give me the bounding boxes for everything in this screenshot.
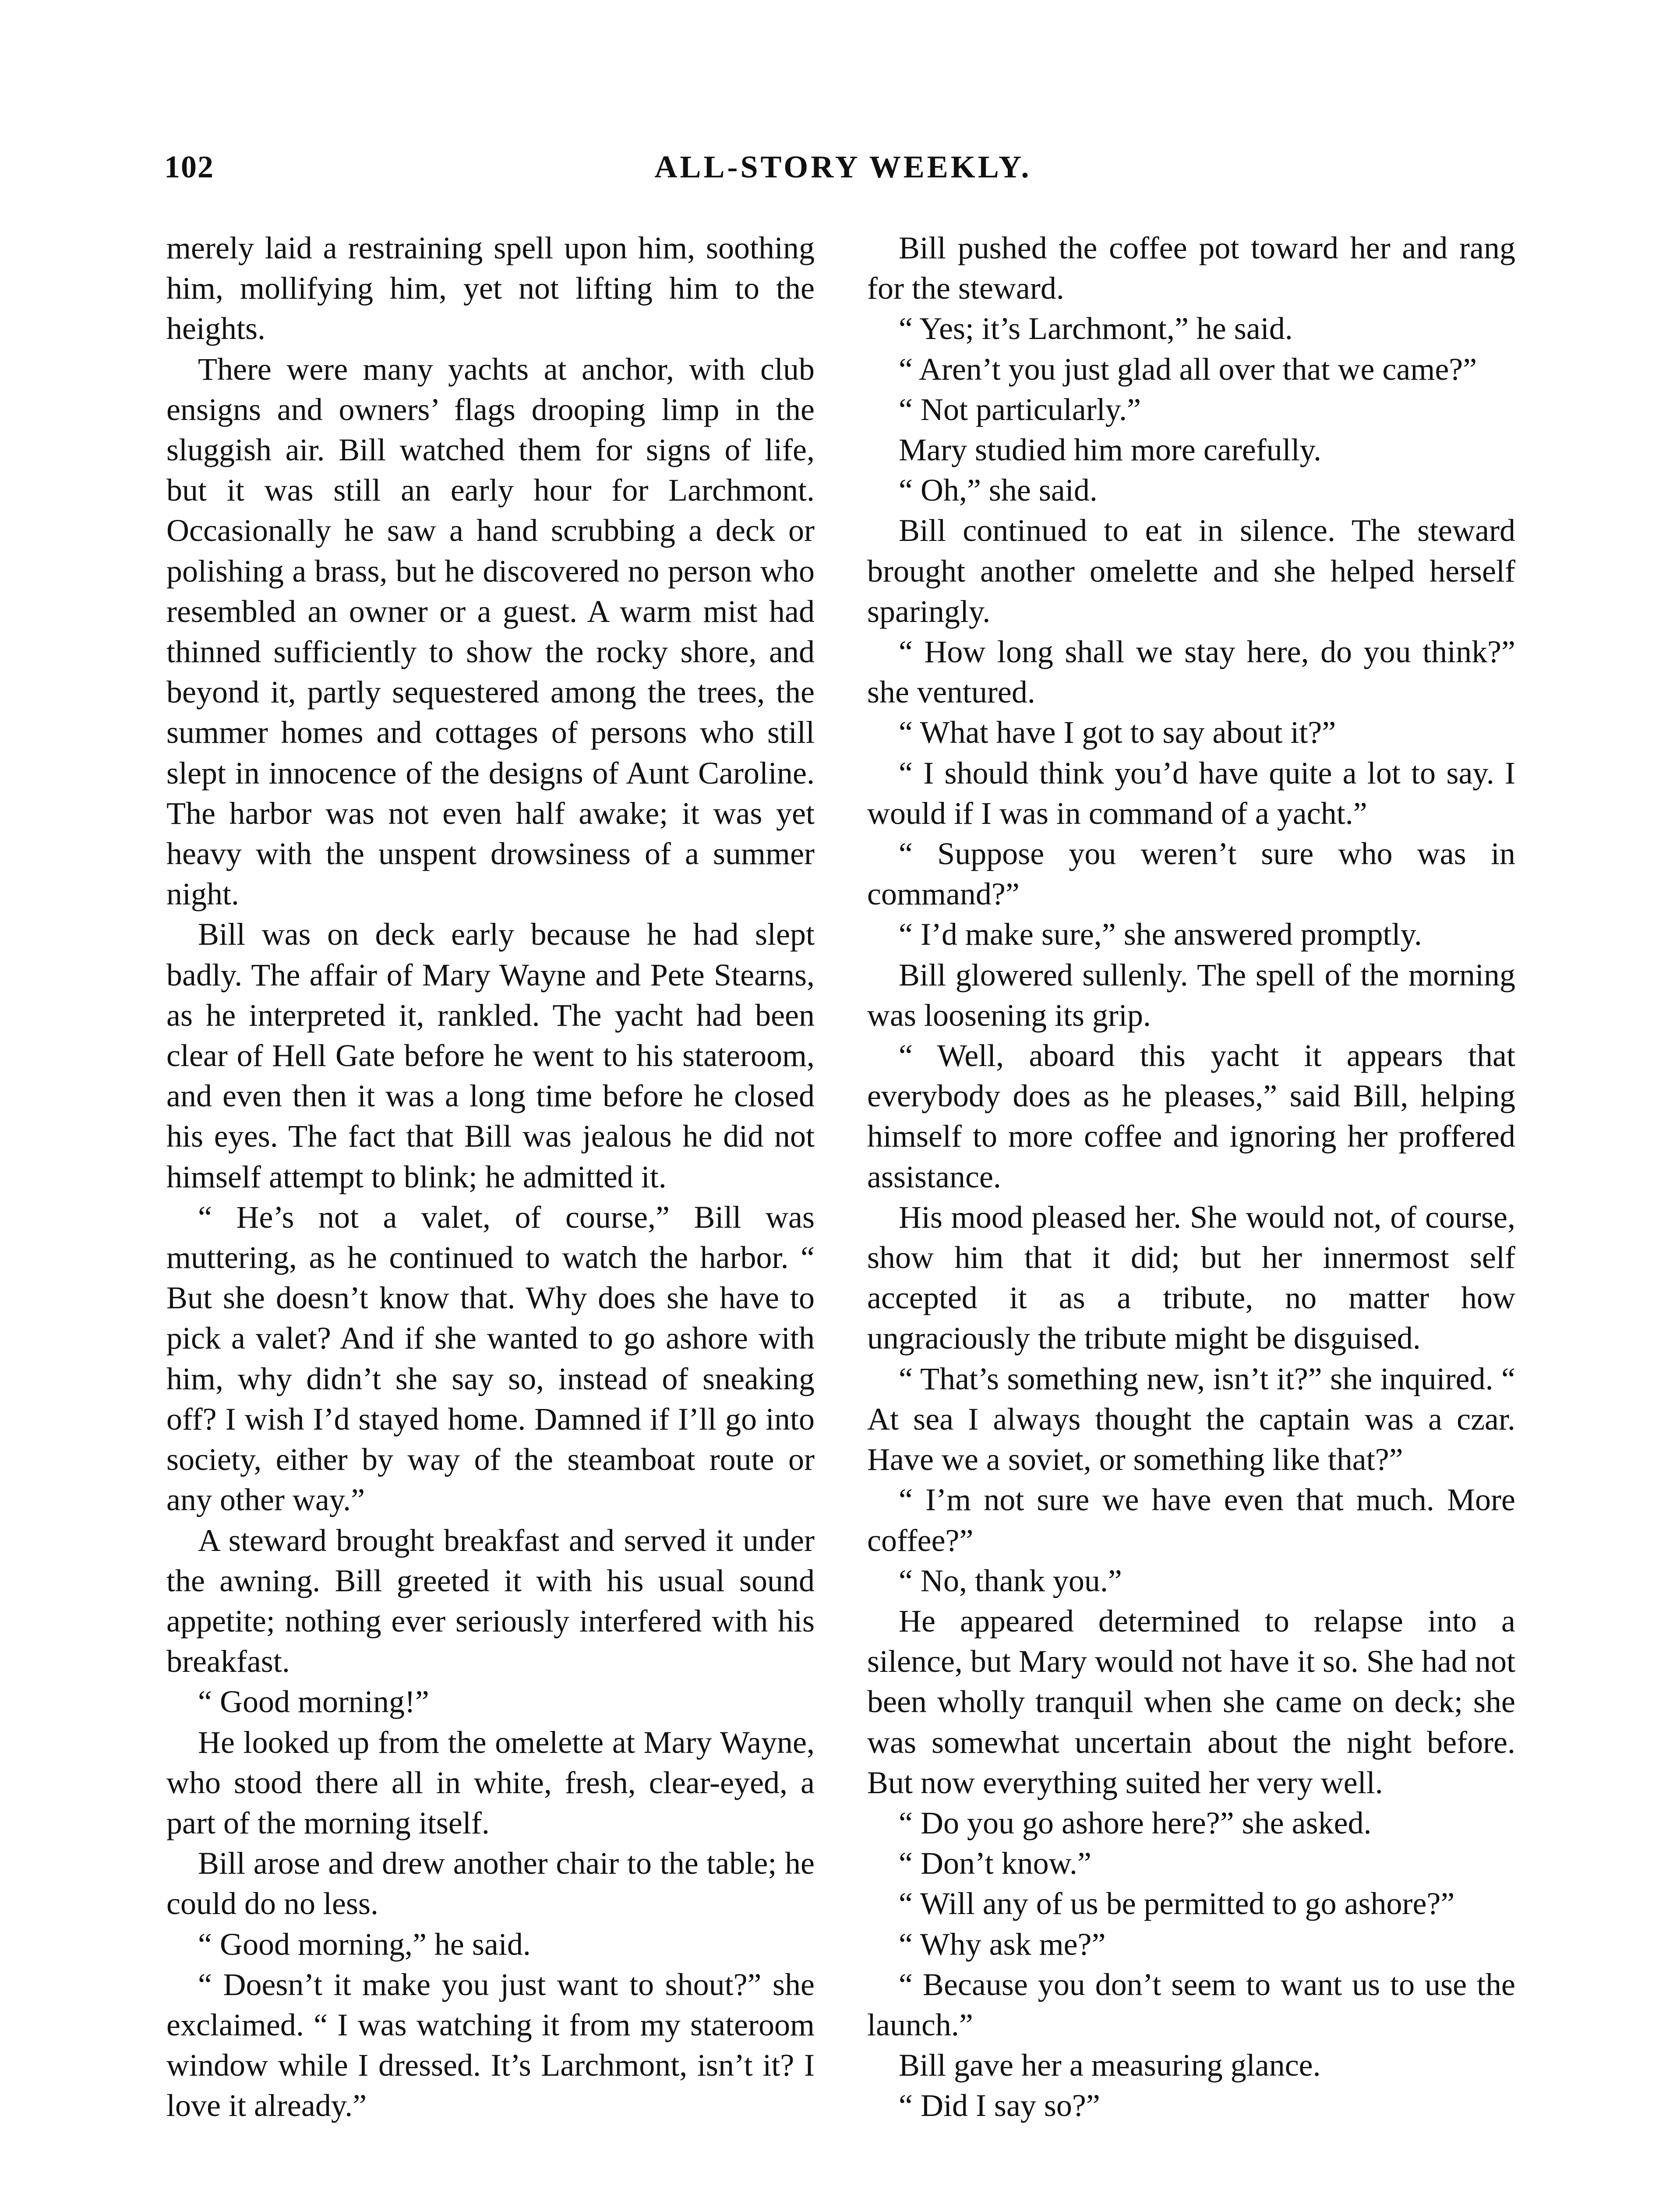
text-column-right (867, 228, 1515, 2126)
paragraph: “ Don’t know.” (899, 1846, 1091, 1881)
paragraph: “ Did I say so?” (899, 2088, 1100, 2123)
paragraph: “ How long shall we stay here, do you think?” she ventured. (867, 634, 1515, 710)
paragraph: Bill continued to eat in silence. The steward brought another omelette and she helped herself sparingly. (867, 513, 1515, 629)
text-column-left (166, 228, 815, 2126)
magazine-title: ALL-STORY WEEKLY. (654, 149, 1032, 184)
paragraph: merely laid a restraining spell upon him, soothing him, mollifying him, yet not lifting him to the heights. (166, 230, 815, 346)
paragraph: “ Do you go ashore here?” she asked. (899, 1805, 1372, 1840)
paragraph: “ He’s not a valet, of course,” Bill was muttering, as he continued to watch the harbor. “ But she doesn’t know that. Why does she have to pick a valet? And if she wanted to go ashore with him, why didn’t she say so, instead of sneaking off? I wish I’d stayed home. Damned if I’ll go into society, either by way of the steamboat route or any other way.” (166, 1199, 815, 1518)
paragraph: “ Because you don’t seem to want us to use the launch.” (867, 1967, 1515, 2042)
paragraph: “ I should think you’d have quite a lot to say. I would if I was in command of a yacht.” (867, 755, 1515, 831)
paragraph: “ Aren’t you just glad all over that we came?” (899, 351, 1477, 387)
paragraph: Bill gave her a measuring glance. (899, 2048, 1321, 2083)
paragraph: There were many yachts at anchor, with club ensigns and owners’ flags drooping limp in the sluggish air. Bill watched them for signs of life, but it was still an early hour for Larchmont. Occasionally he saw a hand scrubbing a deck or polishing a brass, but he discovered no person who resembled an owner or a guest. A warm mist had thinned sufficiently to show the rocky shore, and beyond it, partly sequestered among the trees, the summer homes and cottages of persons who still slept in innocence of the designs of Aunt Caroline. The harbor was not even half awake; it was yet heavy with the unspent drowsiness of a summer night. (166, 351, 815, 912)
paragraph: “ What have I got to say about it?” (899, 715, 1336, 750)
paragraph: “ Why ask me?” (899, 1926, 1106, 1962)
paragraph: Bill arose and drew another chair to the table; he could do no less. (166, 1846, 815, 1922)
paragraph: “ Oh,” she said. (899, 473, 1098, 508)
paragraph: Mary studied him more carefully. (899, 432, 1322, 468)
paragraph: “ Good morning!” (198, 1684, 429, 1720)
paragraph: Bill pushed the coffee pot toward her and rang for the steward. (867, 230, 1515, 306)
paragraph: “ No, thank you.” (899, 1563, 1122, 1598)
paragraph: “ Doesn’t it make you just want to shout?” she exclaimed. “ I was watching it from my stateroom window while I dressed. It’s Larchmont, isn’t it? I love it already.” (166, 1967, 815, 2123)
paragraph: He looked up from the omelette at Mary Wayne, who stood there all in white, fresh, clear-eyed, a part of the morning itself. (166, 1724, 815, 1840)
paragraph: A steward brought breakfast and served it under the awning. Bill greeted it with his usual sound appetite; nothing ever seriously interfered with his breakfast. (166, 1522, 815, 1679)
paragraph: “ Will any of us be permitted to go ashore?” (899, 1886, 1455, 1922)
paragraph: Bill was on deck early because he had slept badly. The affair of Mary Wayne and Pete Stearns, as he interpreted it, rankled. The yacht had been clear of Hell Gate before he went to his stateroom, and even then it was a long time before he closed his eyes. The fact that Bill was jealous he did not himself attempt to blink; he admitted it. (166, 917, 815, 1194)
page-number: 102 (164, 149, 214, 184)
running-head (164, 149, 1522, 201)
paragraph: “ Suppose you weren’t sure who was in command?” (867, 836, 1515, 912)
paragraph: “ I’d make sure,” she answered promptly. (899, 917, 1422, 952)
paragraph: “ Well, aboard this yacht it appears that everybody does as he pleases,” said Bill, helping himself to more coffee and ignoring her proffered assistance. (867, 1038, 1515, 1194)
paragraph: He appeared determined to relapse into a silence, but Mary would not have it so. She had not been wholly tranquil when she came on deck; she was somewhat uncertain about the night before. But now everything suited her very well. (867, 1603, 1515, 1800)
paragraph: “ That’s something new, isn’t it?” she inquired. “ At sea I always thought the captain was a czar. Have we a soviet, or something like that?” (867, 1361, 1515, 1477)
paragraph: Bill glowered sullenly. The spell of the morning was loosening its grip. (867, 957, 1515, 1033)
paragraph: “ Not particularly.” (899, 392, 1141, 427)
paragraph: “ Good morning,” he said. (198, 1926, 531, 1962)
paragraph: “ Yes; it’s Larchmont,” he said. (899, 311, 1293, 346)
paragraph: “ I’m not sure we have even that much. More coffee?” (867, 1482, 1515, 1558)
paragraph: His mood pleased her. She would not, of course, show him that it did; but her innermost self accepted it as a tribute, no matter how ungraciously the tribute might be disguised. (867, 1199, 1515, 1356)
